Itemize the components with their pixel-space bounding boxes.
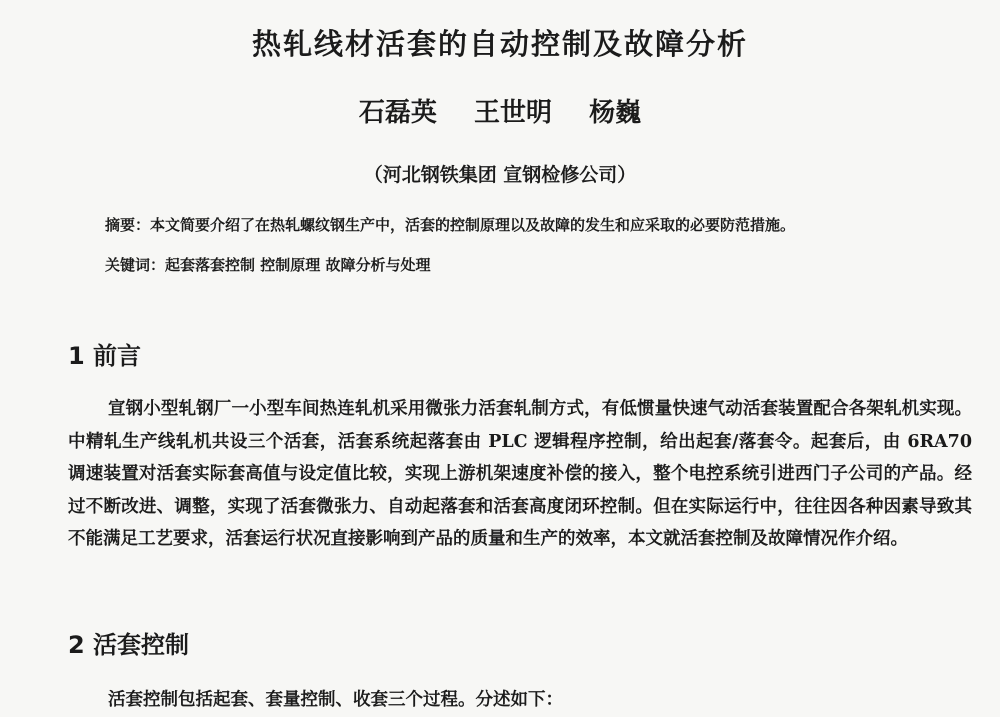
affiliation: （河北钢铁集团 宣钢检修公司）: [363, 164, 637, 186]
keywords: 关键词：起套落套控制 控制原理 故障分析与处理: [105, 256, 431, 274]
section-paragraph-looper-control: 活套控制包括起套、套量控制、收套三个过程。分述如下：: [108, 690, 563, 710]
author-list: [0, 92, 1000, 129]
author-name: 杨巍: [589, 98, 642, 128]
author-name: 王世明: [473, 98, 552, 128]
section-heading-looper-control: 2 活套控制: [68, 631, 190, 659]
abstract: 摘要：本文简要介绍了在热轧螺纹钢生产中，活套的控制原理以及故障的发生和应采取的必要防范措施。: [105, 216, 796, 234]
author-name: 石磊英: [358, 98, 437, 128]
section-paragraph-introduction: 宣钢小型轧钢厂一小型车间热连轧机采用微张力活套轧制方式，有低惯量快速气动活套装置配合各架轧机实现。中精轧生产线轧机共设三个活套，活套系统起落套由 PLC 逻辑程序控制，给出起套/落套令。起套后，由 6RA70 调速装置对活套实际套高值与设定值比较，实现上游机架速度补偿的接入，整个电控系统引进西门子公司的产品。经过不断改进、调整，实现了活套微张力、自动起落套和活套高度闭环控制。但在实际运行中，往往因各种因素导致其不能满足工艺要求，活套运行状况直接影响到产品的质量和生产的效率，本文就活套控制及故障情况作介绍。: [68, 399, 972, 549]
section-heading-introduction: 1 前言: [68, 342, 142, 370]
paper-title: 热轧线材活套的自动控制及故障分析: [251, 27, 748, 61]
